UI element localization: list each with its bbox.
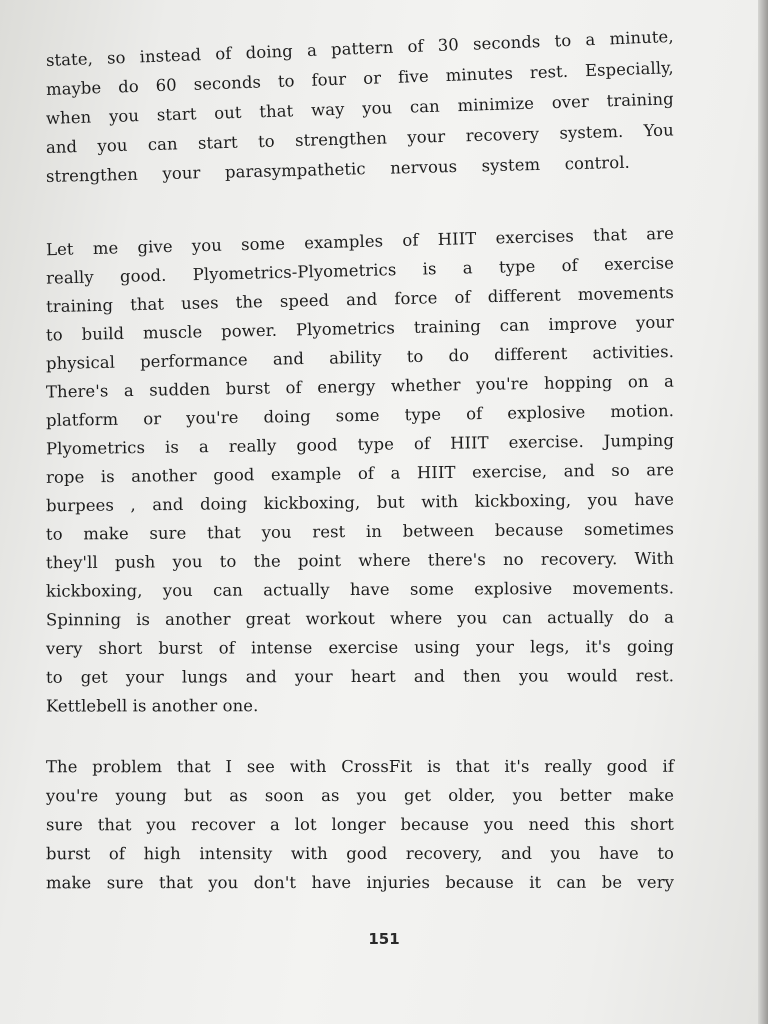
text-line: Let me give you some examples of HIIT exercises that are xyxy=(45,223,675,260)
text-line: when you start out that way you can minimize over training xyxy=(45,89,674,128)
text-line: burpees , and doing kickboxing, but with kickboxing, you have xyxy=(45,489,675,516)
text-line: you're young but as soon as you get older, you better make xyxy=(45,785,675,806)
paragraph-2 xyxy=(45,223,675,720)
text-line: training that uses the speed and force of different movements xyxy=(45,282,675,317)
text-line: Kettlebell is another one. xyxy=(45,696,259,716)
text-line: Plyometrics is a really good type of HIIT exercise. Jumping xyxy=(45,430,675,459)
paragraph-3 xyxy=(46,752,674,897)
text-line: they'll push you to the point where there's no recovery. With xyxy=(45,548,675,573)
text-line: state, so instead of doing a pattern of 30 seconds to a minute, xyxy=(45,26,674,70)
text-line: to build muscle power. Plyometrics training can improve your xyxy=(45,312,675,345)
body-text xyxy=(45,26,675,897)
text-line: platform or you're doing some type of explosive motion. xyxy=(45,401,675,430)
text-line: burst of high intensity with good recovery, and you have to xyxy=(45,843,675,864)
page-number: 151 xyxy=(368,930,400,948)
text-line: strengthen your parasympathetic nervous system control. xyxy=(45,152,631,186)
text-line: The problem that I see with CrossFit is that it's really good if xyxy=(45,756,675,777)
page-edge xyxy=(758,0,768,1024)
text-line: very short burst of intense exercise using your legs, it's going xyxy=(45,636,675,659)
text-line: kickboxing, you can actually have some explosive movements. xyxy=(45,578,675,601)
text-line: really good. Plyometrics-Plyometrics is a type of exercise xyxy=(45,253,675,288)
text-line: and you can start to strengthen your recovery system. You xyxy=(45,120,675,157)
text-line: Spinning is another great workout where you can actually do a xyxy=(45,607,675,630)
text-line: There's a sudden burst of energy whether you're hopping on a xyxy=(45,371,675,402)
text-line: make sure that you don't have injuries because it can be very xyxy=(45,872,675,893)
text-line: physical performance and ability to do different activities. xyxy=(45,341,675,374)
text-line: rope is another good example of a HIIT exercise, and so are xyxy=(45,460,675,487)
text-line: sure that you recover a lot longer because you need this short xyxy=(45,814,675,835)
text-line: maybe do 60 seconds to four or five minutes rest. Especially, xyxy=(45,58,674,99)
text-line: to get your lungs and your heart and then you would rest. xyxy=(45,666,675,687)
text-line: to make sure that you rest in between because sometimes xyxy=(45,519,675,544)
paragraph-1 xyxy=(45,26,675,191)
